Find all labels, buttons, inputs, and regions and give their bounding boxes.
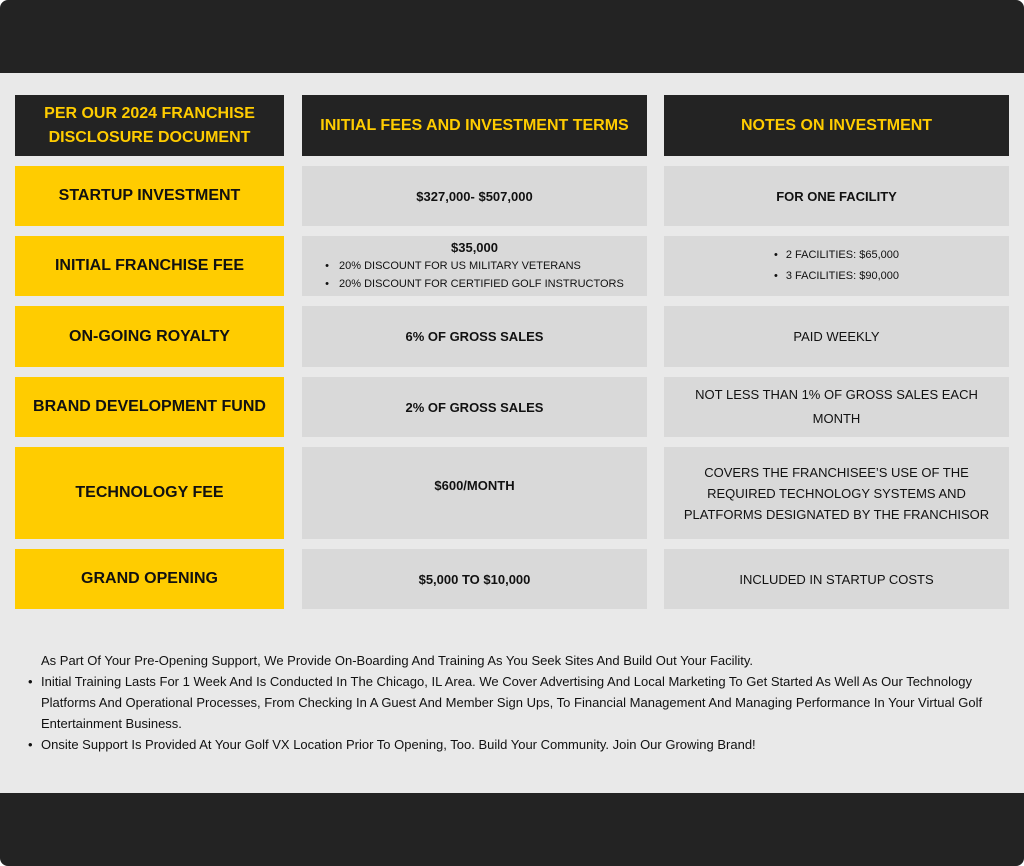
list-item: • 2 FACILITIES: $65,000	[774, 245, 899, 266]
footer-bar	[0, 793, 1024, 866]
row-terms-initial-franchise-fee	[302, 236, 647, 296]
row-terms-brand-development-fund: 2% OF GROSS SALES	[302, 377, 647, 437]
row-terms-startup-investment: $327,000- $507,000	[302, 166, 647, 226]
multi-facility-fees	[774, 245, 899, 287]
franchise-fee-amount: $35,000	[451, 240, 498, 255]
support-list	[28, 671, 1003, 755]
row-label-initial-franchise-fee: INITIAL FRANCHISE FEE	[15, 236, 284, 296]
table-header-notes: NOTES ON INVESTMENT	[664, 95, 1009, 156]
row-terms-ongoing-royalty: 6% OF GROSS SALES	[302, 306, 647, 367]
list-item: • Onsite Support Is Provided At Your Golf VX Location Prior To Opening, Too. Build Your Community. Join Our Growing Brand!	[28, 734, 1003, 755]
table-header-initial-fees: INITIAL FEES AND INVESTMENT TERMS	[302, 95, 647, 156]
row-notes-grand-opening: INCLUDED IN STARTUP COSTS	[664, 549, 1009, 609]
row-label-grand-opening: GRAND OPENING	[15, 549, 284, 609]
row-notes-brand-development-fund: NOT LESS THAN 1% OF GROSS SALES EACH MONTH	[664, 377, 1009, 437]
support-intro: As Part Of Your Pre-Opening Support, We Provide On-Boarding And Training As You Seek Sites And Build Out Your Facility.	[41, 653, 754, 668]
row-label-startup-investment: STARTUP INVESTMENT	[15, 166, 284, 226]
row-notes-startup-investment: FOR ONE FACILITY	[664, 166, 1009, 226]
pre-opening-support	[28, 650, 1003, 755]
table-header-fdd: PER OUR 2024 FRANCHISE DISCLOSURE DOCUMENT	[15, 95, 284, 156]
header-bar	[0, 0, 1024, 73]
row-notes-technology-fee: COVERS THE FRANCHISEE’S USE OF THE REQUIRED TECHNOLOGY SYSTEMS AND PLATFORMS DESIGNATED BY THE FRANCHISOR	[664, 447, 1009, 539]
row-notes-ongoing-royalty: PAID WEEKLY	[664, 306, 1009, 367]
list-item: • 3 FACILITIES: $90,000	[774, 266, 899, 287]
row-terms-grand-opening: $5,000 TO $10,000	[302, 549, 647, 609]
list-item: • 20% DISCOUNT FOR US MILITARY VETERANS	[325, 257, 624, 275]
row-terms-technology-fee: $600/MONTH	[302, 447, 647, 539]
list-item: • 20% DISCOUNT FOR CERTIFIED GOLF INSTRUCTORS	[325, 275, 624, 293]
row-notes-initial-franchise-fee	[664, 236, 1009, 296]
row-label-ongoing-royalty: ON-GOING ROYALTY	[15, 306, 284, 367]
list-item: • Initial Training Lasts For 1 Week And Is Conducted In The Chicago, IL Area. We Cover Advertising And Local Marketing To Get Started As Well As Our Technology Platforms And Operational Processes, From Checking In A Guest And Member Sign Ups, To Financial Management And Managing Performance In Your Virtual Golf Entertainment Business.	[28, 671, 1003, 734]
franchise-fee-discounts	[325, 257, 624, 293]
row-label-technology-fee: TECHNOLOGY FEE	[15, 447, 284, 539]
row-label-brand-development-fund: BRAND DEVELOPMENT FUND	[15, 377, 284, 437]
